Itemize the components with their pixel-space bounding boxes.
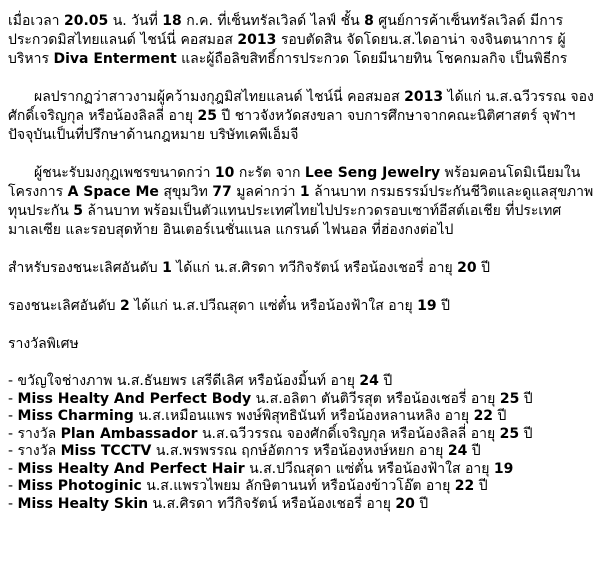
text-run: -: [8, 390, 18, 407]
paragraph-event-intro: [8, 12, 595, 69]
text-run: น.ส.ศิรดา ทวีกิจรัตน์ หรือน้องเชอรี่ อายุ: [148, 495, 396, 512]
text-run: ผลปรากฏว่าสาวงามผู้คว้ามงกุฎมิสไทยแลนด์ ไชน์นี่ คอสมอส: [34, 89, 405, 105]
emphasis-text: Miss Healty And Perfect Hair: [17, 460, 245, 477]
text-run: - ขวัญใจช่างภาพ น.ส.ธันยพร เสรีดีเลิศ หรือน้องมิ้นท์ อายุ: [8, 373, 360, 389]
text-run: รองชนะเลิศอันดับ: [8, 298, 121, 314]
emphasis-text: 25: [499, 425, 520, 442]
emphasis-text: 19: [493, 460, 514, 477]
paragraph-second-runner-up: [8, 297, 595, 316]
text-run: - รางวัล: [8, 443, 61, 459]
text-run: - รางวัล: [8, 425, 61, 442]
award-item: [8, 426, 595, 444]
text-run: มูลค่ากว่า: [231, 184, 300, 200]
text-run: ได้แก่ น.ส.ฉวีวรรณ จองศักดิ์เจริญกุล หรือน้องลิลลี่ อายุ: [8, 89, 594, 124]
emphasis-text: 24: [447, 443, 468, 459]
text-run: ศูนย์การค้าเซ็นทรัลเวิลด์ มีการประกวดมิสไทยแลนด์ ไชน์นี่ คอสมอส: [8, 13, 564, 48]
text-run: ปี ชาวจังหวัดสงขลา จบการศึกษาจากคณะนิติศาสตร์ จุฬาฯ ปัจจุบันเป็นที่ปรึกษาด้านกฎหมาย บริษัทเคพีเอ็มจี: [8, 108, 576, 143]
emphasis-text: Plan Ambassador: [60, 425, 198, 442]
award-item: [8, 496, 595, 514]
emphasis-text: 20.05: [63, 13, 109, 29]
text-run: รอบตัดสิน จัดโดยน.ส.ไดอาน่า จงจินตนาการ ผู้บริหาร: [8, 32, 566, 67]
spacer: [8, 316, 595, 335]
emphasis-text: Miss TCCTV: [60, 443, 152, 459]
text-run: -: [8, 408, 18, 424]
emphasis-text: 2013: [404, 89, 444, 105]
spacer: [8, 354, 595, 373]
special-awards-heading: [8, 335, 595, 354]
text-run: สุขุมวิท: [158, 184, 213, 200]
text-run: และผู้ถือลิขสิทธิ์การประกวด โดยมีนายทิน โชคกมลกิจ เป็นพิธีกร: [176, 51, 568, 67]
emphasis-text: A Space Me: [67, 184, 159, 200]
award-item: [8, 391, 595, 409]
text-run: ปี: [467, 443, 481, 459]
paragraph-prizes: [8, 164, 595, 240]
emphasis-text: Diva Enterment: [53, 51, 177, 67]
text-run: ผู้ชนะรับมงกุฎเพชรขนาดกว่า: [34, 165, 215, 181]
award-item: [8, 443, 595, 461]
spacer: [8, 240, 595, 259]
text-run: น.ส.พรพรรณ ฤกษ์อัตการ หรือน้องหงษ์หยก อายุ: [151, 443, 448, 459]
emphasis-text: Lee Seng Jewelry: [304, 165, 441, 181]
spacer: [8, 69, 595, 88]
text-run: -: [8, 460, 18, 477]
emphasis-text: 25: [499, 390, 520, 407]
emphasis-text: 2: [120, 298, 130, 314]
text-run: ก.ค. ที่เซ็นทรัลเวิลด์ ไลฟ์ ชั้น: [181, 13, 365, 29]
award-item: [8, 408, 595, 426]
emphasis-text: 1: [299, 184, 310, 200]
text-run: ปี: [519, 390, 533, 407]
emphasis-text: 2013: [237, 32, 277, 48]
paragraph-winner: [8, 88, 595, 145]
emphasis-text: 1: [162, 260, 172, 276]
text-run: ปี: [436, 298, 450, 314]
text-run: น.ส.ปวีณสุดา แซ่ตั๋น หรือน้องฟ้าใส อายุ: [244, 460, 494, 477]
text-run: ปี: [519, 425, 533, 442]
emphasis-text: 24: [359, 373, 379, 389]
text-run: น.ส.อลิตา ตันติวีรสุต หรือน้องเชอรี่ อายุ: [251, 390, 500, 407]
text-run: ล้านบาท กรมธรรม์ประกันชีวิตและดูแลสุขภาพ ทุนประกัน: [8, 184, 594, 219]
text-run: ปี: [378, 373, 393, 389]
text-run: รางวัลพิเศษ: [8, 336, 79, 352]
special-awards-list: [8, 373, 595, 513]
emphasis-text: Miss Photoginic: [17, 478, 142, 494]
text-run: ล้านบาท พร้อมเป็นตัวแทนประเทศไทยไปประกวดรอบเซาท์อีสต์เอเชีย ที่ประเทศมาเลเซีย และรอบสุดท้าย อินเตอร์เนชั่นแนล แกรนด์ ไฟนอล ที่ฮ่องกงต่อไป: [8, 203, 562, 238]
text-run: เมื่อเวลา: [8, 13, 64, 29]
text-run: ปี: [493, 408, 507, 424]
text-run: กะรัต จาก: [234, 165, 305, 181]
text-run: -: [8, 495, 18, 512]
text-run: ได้แก่ น.ส.ศิรดา ทวีกิจรัตน์ หรือน้องเชอรี่ อายุ: [171, 260, 458, 276]
emphasis-text: Miss Healty And Perfect Body: [17, 390, 252, 407]
emphasis-text: Miss Charming: [17, 408, 134, 424]
text-run: ได้แก่ น.ส.ปวีณสุดา แซ่ตั๋น หรือน้องฟ้าใส อายุ: [129, 298, 418, 314]
emphasis-text: 22: [473, 408, 494, 424]
emphasis-text: 25: [197, 108, 217, 124]
emphasis-text: 18: [162, 13, 182, 29]
award-item: [8, 461, 595, 479]
emphasis-text: 10: [214, 165, 235, 181]
award-item: [8, 373, 595, 391]
text-run: -: [8, 478, 18, 494]
emphasis-text: 20: [457, 260, 477, 276]
emphasis-text: 20: [395, 495, 415, 512]
emphasis-text: 22: [454, 478, 475, 494]
text-run: น.ส.ฉวีวรรณ จองศักดิ์เจริญกุล หรือน้องลิลลี่ อายุ: [197, 425, 500, 442]
emphasis-text: 5: [73, 203, 83, 219]
spacer: [8, 278, 595, 297]
text-run: ปี: [476, 260, 490, 276]
paragraph-first-runner-up: [8, 259, 595, 278]
text-run: ปี: [474, 478, 488, 494]
emphasis-text: 77: [212, 184, 232, 200]
spacer: [8, 145, 595, 164]
text-run: น.ส.เหมือนแพร พงษ์พิสุทธินันท์ หรือน้องหลานหลิง อายุ: [133, 408, 474, 424]
emphasis-text: Miss Healty Skin: [17, 495, 149, 512]
award-item: [8, 478, 595, 496]
text-run: พร้อมคอนโดมิเนียมในโครงการ: [8, 165, 581, 200]
text-run: ปี: [414, 495, 429, 512]
text-run: น. วันที่: [108, 13, 163, 29]
emphasis-text: 19: [417, 298, 437, 314]
text-run: น.ส.แพรวไพยม ลักษิตานนท์ หรือน้องข้าวโอ๊ต อายุ: [141, 478, 455, 494]
emphasis-text: 8: [364, 13, 374, 29]
text-run: สำหรับรองชนะเลิศอันดับ: [8, 260, 163, 276]
